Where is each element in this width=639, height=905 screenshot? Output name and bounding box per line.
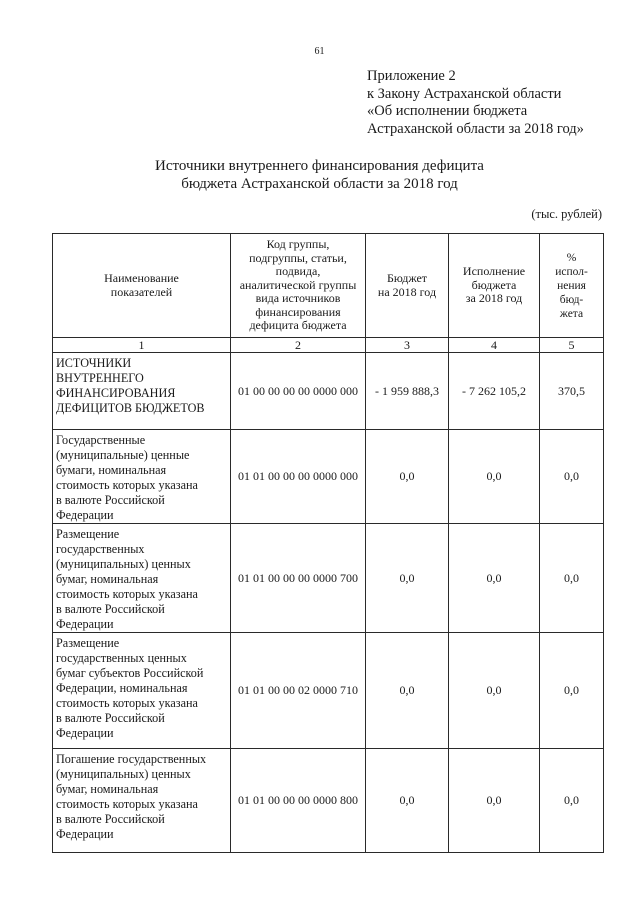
header-text: Исполнение xyxy=(462,264,526,279)
header-text: дефицита бюджета xyxy=(249,318,347,333)
header-text: бюджета xyxy=(471,277,517,292)
budget-value: 0,0 xyxy=(366,524,449,633)
name-line: в валюте Российской xyxy=(56,812,165,826)
header-text: вида источников xyxy=(255,291,341,306)
source-code: 01 01 00 00 00 0000 700 xyxy=(231,524,366,633)
column-number: 1 xyxy=(53,338,231,353)
header-text: % xyxy=(566,251,577,264)
name-line: Федерации xyxy=(56,726,114,740)
name-line: Размещение xyxy=(56,636,120,650)
appendix-block xyxy=(367,68,584,138)
execution-value: 0,0 xyxy=(449,430,540,524)
indicator-name xyxy=(53,430,231,524)
name-line: Федерации xyxy=(56,508,114,522)
budget-value: - 1 959 888,3 xyxy=(366,353,449,430)
column-number: 3 xyxy=(366,338,449,353)
table-row xyxy=(53,524,604,633)
name-line: в валюте Российской xyxy=(56,493,165,507)
header-execution xyxy=(449,234,540,338)
name-line: ИСТОЧНИКИ xyxy=(56,356,132,370)
percent-value: 0,0 xyxy=(540,430,604,524)
name-line: Размещение xyxy=(56,527,120,541)
header-text: испол- xyxy=(555,265,588,278)
budget-value: 0,0 xyxy=(366,633,449,749)
indicator-name xyxy=(53,353,231,430)
percent-value: 0,0 xyxy=(540,633,604,749)
appendix-line: Астраханской области за 2018 год» xyxy=(367,120,584,137)
execution-value: 0,0 xyxy=(449,633,540,749)
header-text: бюд- xyxy=(559,293,584,306)
units-label: (тыс. рублей) xyxy=(531,207,602,221)
appendix-line: к Закону Астраханской области xyxy=(367,85,562,102)
name-line: ДЕФИЦИТОВ БЮДЖЕТОВ xyxy=(56,401,205,415)
column-number: 5 xyxy=(540,338,604,353)
header-text: нения xyxy=(557,279,586,292)
header-text: Наименование xyxy=(104,271,179,285)
name-line: государственных ценных xyxy=(56,651,187,665)
budget-value: 0,0 xyxy=(366,749,449,853)
header-code xyxy=(231,234,366,338)
name-line: бумаги, номинальная xyxy=(56,463,167,477)
indicator-name xyxy=(53,749,231,853)
name-line: бумаг, номинальная xyxy=(56,572,159,586)
percent-value: 0,0 xyxy=(540,749,604,853)
header-text: подвида, xyxy=(275,264,321,279)
source-code: 01 01 00 00 00 0000 800 xyxy=(231,749,366,853)
percent-value: 0,0 xyxy=(540,524,604,633)
document-title xyxy=(0,157,639,193)
name-line: Погашение государственных xyxy=(56,752,207,766)
execution-value: 0,0 xyxy=(449,524,540,633)
header-text: финансирования xyxy=(255,304,341,319)
table-row xyxy=(53,430,604,524)
execution-value: - 7 262 105,2 xyxy=(449,353,540,430)
table-header-row xyxy=(53,234,604,338)
name-line: ФИНАНСИРОВАНИЯ xyxy=(56,386,176,400)
header-percent xyxy=(540,234,604,338)
source-code: 01 00 00 00 00 0000 000 xyxy=(231,353,366,430)
header-text: аналитической группы xyxy=(239,277,357,292)
title-line: Источники внутреннего финансирования дефицита xyxy=(155,158,484,174)
appendix-line: «Об исполнении бюджета xyxy=(367,103,528,119)
header-indicator xyxy=(53,234,231,338)
page-number: 61 xyxy=(314,46,325,57)
appendix-line: Приложение 2 xyxy=(367,68,456,84)
header-text: Бюджет xyxy=(386,271,428,285)
name-line: в валюте Российской xyxy=(56,602,165,616)
indicator-name xyxy=(53,524,231,633)
name-line: бумаг, номинальная xyxy=(56,782,159,796)
budget-value: 0,0 xyxy=(366,430,449,524)
table-row xyxy=(53,633,604,749)
header-text: показателей xyxy=(110,284,173,299)
column-number: 2 xyxy=(231,338,366,353)
header-text: жета xyxy=(559,307,584,320)
name-line: Федерации xyxy=(56,617,114,631)
name-line: стоимость которых указана xyxy=(56,478,198,492)
table-row xyxy=(53,749,604,853)
name-line: ВНУТРЕННЕГО xyxy=(56,371,144,385)
table-row xyxy=(53,353,604,430)
name-line: (муниципальных) ценных xyxy=(56,767,191,781)
name-line: Федерации xyxy=(56,827,114,841)
execution-value: 0,0 xyxy=(449,749,540,853)
name-line: стоимость которых указана xyxy=(56,696,198,710)
source-code: 01 01 00 00 00 0000 000 xyxy=(231,430,366,524)
header-text: на 2018 год xyxy=(377,284,437,299)
column-number-row xyxy=(53,338,604,353)
percent-value: 370,5 xyxy=(540,353,604,430)
name-line: (муниципальных) ценных xyxy=(56,557,191,571)
name-line: бумаг субъектов Российской xyxy=(56,666,204,680)
title-line: бюджета Астраханской области за 2018 год xyxy=(181,176,458,192)
name-line: (муниципальные) ценные xyxy=(56,448,190,462)
header-text: Код группы, xyxy=(266,237,330,252)
name-line: государственных xyxy=(56,542,145,556)
header-text: подгруппы, статьи, xyxy=(249,250,347,265)
name-line: Государственные xyxy=(56,433,146,447)
header-budget xyxy=(366,234,449,338)
financing-sources-table xyxy=(52,233,604,853)
source-code: 01 01 00 00 02 0000 710 xyxy=(231,633,366,749)
name-line: стоимость которых указана xyxy=(56,587,198,601)
name-line: Федерации, номинальная xyxy=(56,681,188,695)
name-line: стоимость которых указана xyxy=(56,797,198,811)
column-number: 4 xyxy=(449,338,540,353)
name-line: в валюте Российской xyxy=(56,711,165,725)
indicator-name xyxy=(53,633,231,749)
header-text: за 2018 год xyxy=(465,291,523,306)
